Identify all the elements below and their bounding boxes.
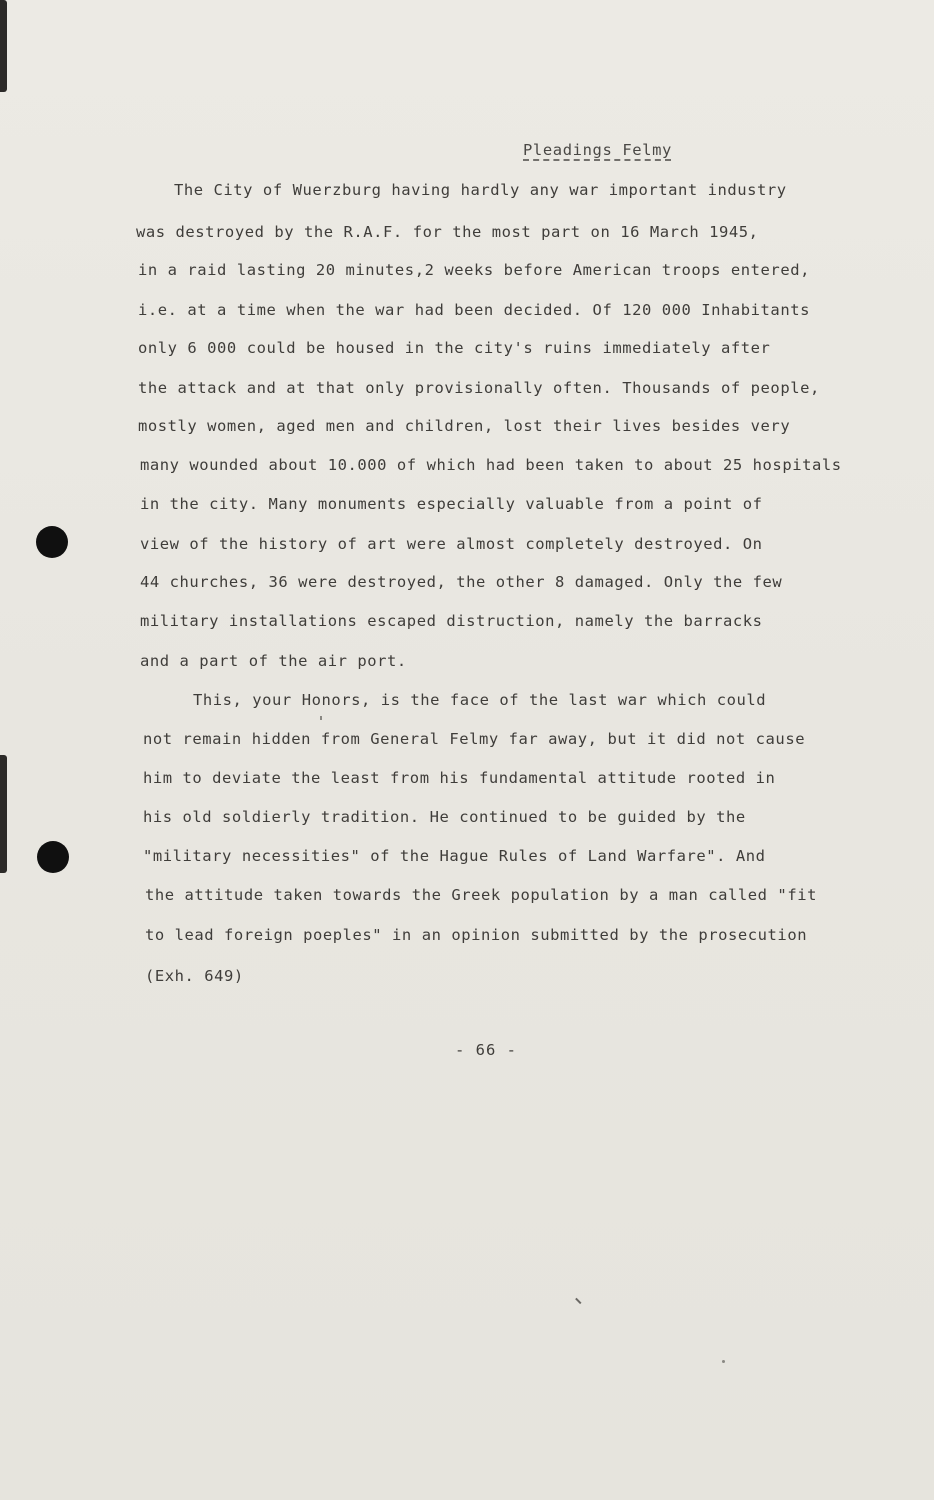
text-line: "military necessities" of the Hague Rules of Land Warfare". And [143, 847, 766, 865]
text-line: 44 churches, 36 were destroyed, the other 8 damaged. Only the few [140, 573, 783, 591]
text-line: only 6 000 could be housed in the city's ruins immediately after [138, 339, 771, 357]
scan-speck [320, 716, 322, 720]
text-line: mostly women, aged men and children, lost their lives besides very [138, 417, 791, 435]
text-line: many wounded about 10.000 of which had been taken to about 25 hospitals [140, 456, 842, 474]
text-line: i.e. at a time when the war had been decided. Of 120 000 Inhabitants [138, 301, 810, 319]
scan-speck [722, 1360, 725, 1363]
text-line: The City of Wuerzburg having hardly any war important industry [174, 181, 787, 199]
scan-edge-mark [0, 0, 7, 92]
scan-edge-mark [0, 755, 7, 873]
text-line: in a raid lasting 20 minutes,2 weeks before American troops entered, [138, 261, 810, 279]
punch-hole [36, 526, 68, 558]
text-line: This, your Honors, is the face of the last war which could [193, 691, 767, 709]
text-line: view of the history of art were almost completely destroyed. On [140, 535, 763, 553]
text-line: was destroyed by the R.A.F. for the most part on 16 March 1945, [136, 223, 759, 241]
text-line: military installations escaped distruction, namely the barracks [140, 612, 763, 630]
text-line: not remain hidden from General Felmy far away, but it did not cause [143, 730, 806, 748]
text-line: the attitude taken towards the Greek population by a man called "fit [145, 886, 817, 904]
text-line: to lead foreign poeples" in an opinion submitted by the prosecution [145, 926, 808, 944]
scan-speck [575, 1298, 581, 1304]
text-line: him to deviate the least from his fundamental attitude rooted in [143, 769, 776, 787]
punch-hole [37, 841, 69, 873]
document-header: Pleadings Felmy [523, 141, 672, 159]
text-line: his old soldierly tradition. He continued to be guided by the [143, 808, 746, 826]
text-line: in the city. Many monuments especially valuable from a point of [140, 495, 763, 513]
text-line: and a part of the air port. [140, 652, 407, 670]
text-line: the attack and at that only provisionally often. Thousands of people, [138, 379, 820, 397]
page-number: - 66 - [455, 1041, 517, 1059]
text-line: (Exh. 649) [145, 967, 244, 985]
